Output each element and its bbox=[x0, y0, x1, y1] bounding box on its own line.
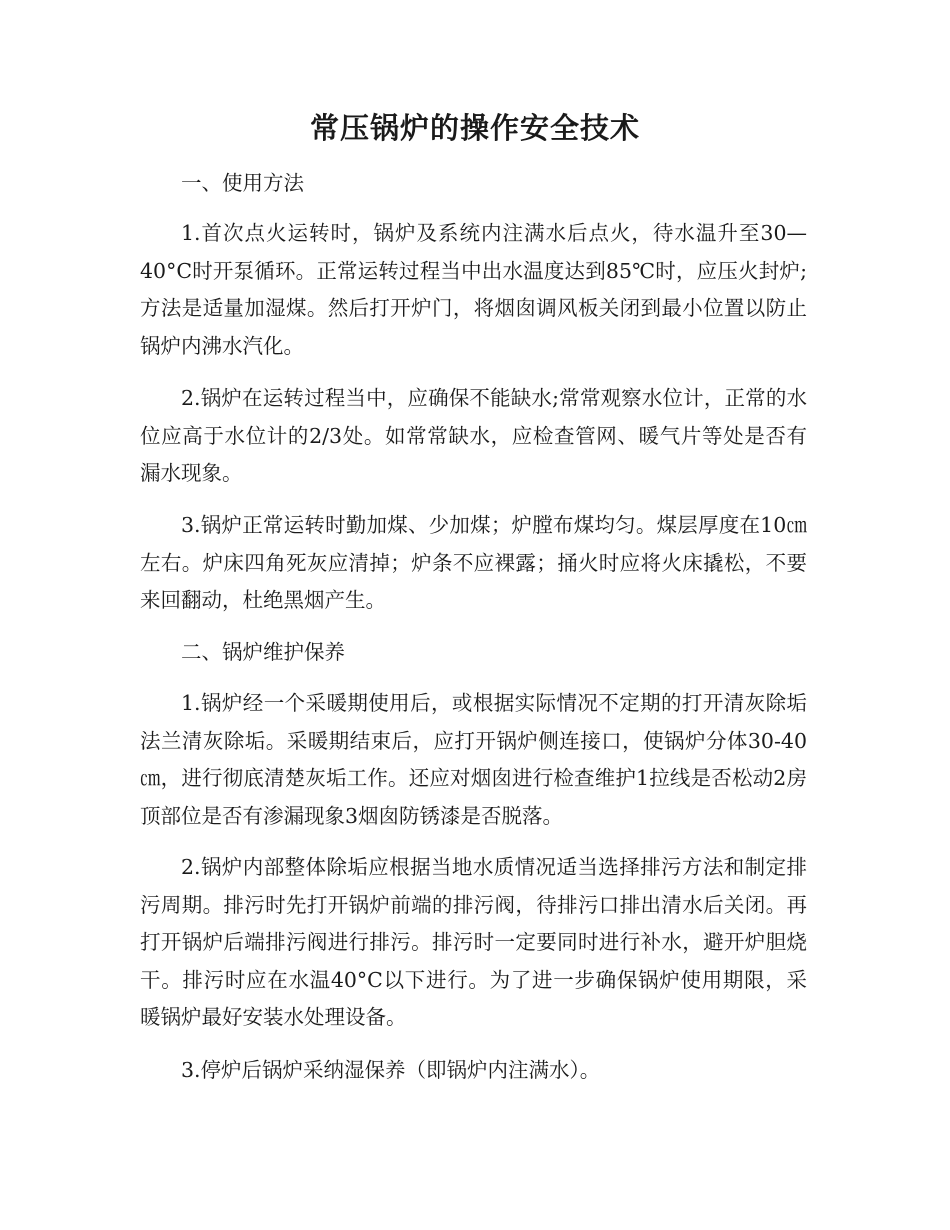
paragraph-usage-3: 3.锅炉正常运转时勤加煤、少加煤；炉膛布煤均匀。煤层厚度在10㎝左右。炉床四角死灰应清掉；炉条不应裸露；捅火时应将火床撬松，不要来回翻动，杜绝黑烟产生。 bbox=[140, 513, 807, 612]
paragraph-maintenance-2: 2.锅炉内部整体除垢应根据当地水质情况适当选择排污方法和制定排污周期。排污时先打开锅炉前端的排污阀，待排污口排出清水后关闭。再打开锅炉后端排污阀进行排污。排污时一定要同时进行补水，避开炉胆烧干。排污时应在水温40°C以下进行。为了进一步确保锅炉使用期限，采暖锅炉最好安装水处理设备。 bbox=[140, 855, 807, 1029]
paragraph-maintenance-1: 1.锅炉经一个采暖期使用后，或根据实际情况不定期的打开清灰除垢法兰清灰除垢。采暖期结束后，应打开锅炉侧连接口，使锅炉分体30-40㎝，进行彻底清楚灰垢工作。还应对烟囱进行检查维护1拉线是否松动2房顶部位是否有渗漏现象3烟囱防锈漆是否脱落。 bbox=[140, 691, 807, 828]
paragraph-maintenance-3: 3.停炉后锅炉采纳湿保养（即锅炉内注满水）。 bbox=[181, 1058, 601, 1082]
section-heading-maintenance: 二、锅炉维护保养 bbox=[181, 640, 345, 664]
paragraph-usage-1: 1.首次点火运转时，锅炉及系统内注满水后点火，待水温升至30—40°C时开泵循环。正常运转过程当中出水温度达到85℃时，应压火封炉;方法是适量加湿煤。然后打开炉门，将烟囱调风板关闭到最小位置以防止锅炉内沸水汽化。 bbox=[140, 221, 807, 358]
paragraph-usage-2: 2.锅炉在运转过程当中，应确保不能缺水;常常观察水位计，正常的水位应高于水位计的2/3处。如常常缺水，应检查管网、暖气片等处是否有漏水现象。 bbox=[140, 386, 807, 485]
document-title: 常压锅炉的操作安全技术 bbox=[309, 111, 640, 145]
section-heading-usage: 一、使用方法 bbox=[181, 171, 304, 195]
